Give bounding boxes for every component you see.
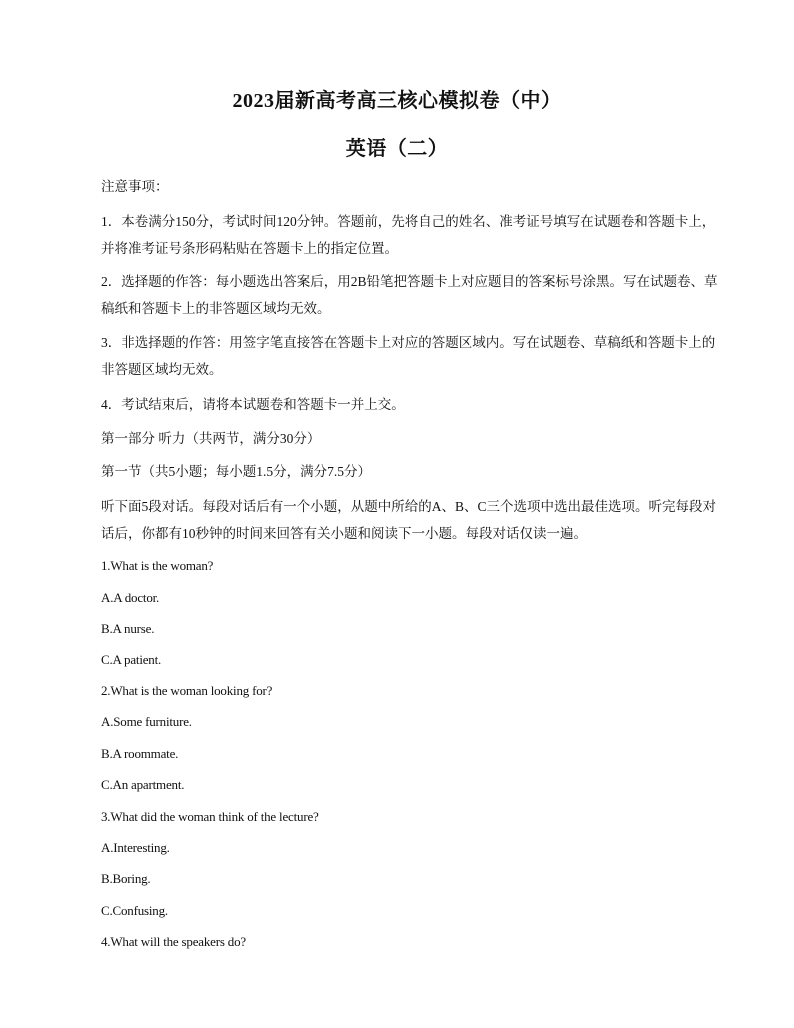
notice-item-4: 4．考试结束后，请将本试题卷和答题卡一并上交。 [101, 397, 405, 412]
question-3-stem: 3.What did the woman think of the lecture? [101, 809, 319, 824]
instructions-line-2: 话后，你都有10秒钟的时间来回答有关小题和阅读下一小题。每段对话仅读一遍。 [101, 526, 587, 541]
exam-subtitle: 英语（二） [345, 138, 449, 160]
question-2-option-a: A.Some furniture. [101, 714, 192, 729]
notice-item-3-line-1: 3．非选择题的作答：用签字笔直接答在答题卡上对应的答题区域内。写在试题卷、草稿纸和答题卡上的 [101, 335, 716, 350]
question-2-option-b: B.A roommate. [101, 746, 179, 761]
notice-item-2-line-2: 稿纸和答题卡上的非答题区域均无效。 [101, 301, 331, 316]
instructions-line-1: 听下面5段对话。每段对话后有一个小题，从题中所给的A、B、C三个选项中选出最佳选项。听完每段对 [101, 499, 717, 514]
question-2-stem: 2.What is the woman looking for? [101, 683, 273, 698]
question-1-option-b: B.A nurse. [101, 621, 155, 636]
question-1-option-c: C.A patient. [101, 652, 162, 667]
notice-item-2-line-1: 2．选择题的作答：每小题选出答案后，用2B铅笔把答题卡上对应题目的答案标号涂黑。写在试题卷、草 [101, 274, 718, 289]
question-2-option-c: C.An apartment. [101, 777, 185, 792]
question-3-option-a: A.Interesting. [101, 840, 170, 855]
question-1-stem: 1.What is the woman? [101, 558, 214, 573]
notice-item-1-line-2: 并将准考证号条形码粘贴在答题卡上的指定位置。 [101, 241, 398, 256]
notice-item-1-line-1: 1．本卷满分150分，考试时间120分钟。答题前，先将自己的姓名、准考证号填写在试题卷和答题卡上， [101, 214, 716, 229]
question-4-stem: 4.What will the speakers do? [101, 934, 246, 949]
question-1-option-a: A.A doctor. [101, 590, 160, 605]
notice-item-3-line-2: 非答题区域均无效。 [101, 362, 223, 377]
notice-heading: 注意事项： [101, 179, 169, 194]
question-3-option-b: B.Boring. [101, 871, 151, 886]
part1-heading: 第一部分 听力（共两节，满分30分） [101, 431, 321, 446]
exam-title: 2023届新高考高三核心模拟卷（中） [232, 90, 562, 112]
question-3-option-c: C.Confusing. [101, 903, 168, 918]
section1-heading: 第一节（共5小题；每小题1.5分，满分7.5分） [101, 464, 371, 479]
